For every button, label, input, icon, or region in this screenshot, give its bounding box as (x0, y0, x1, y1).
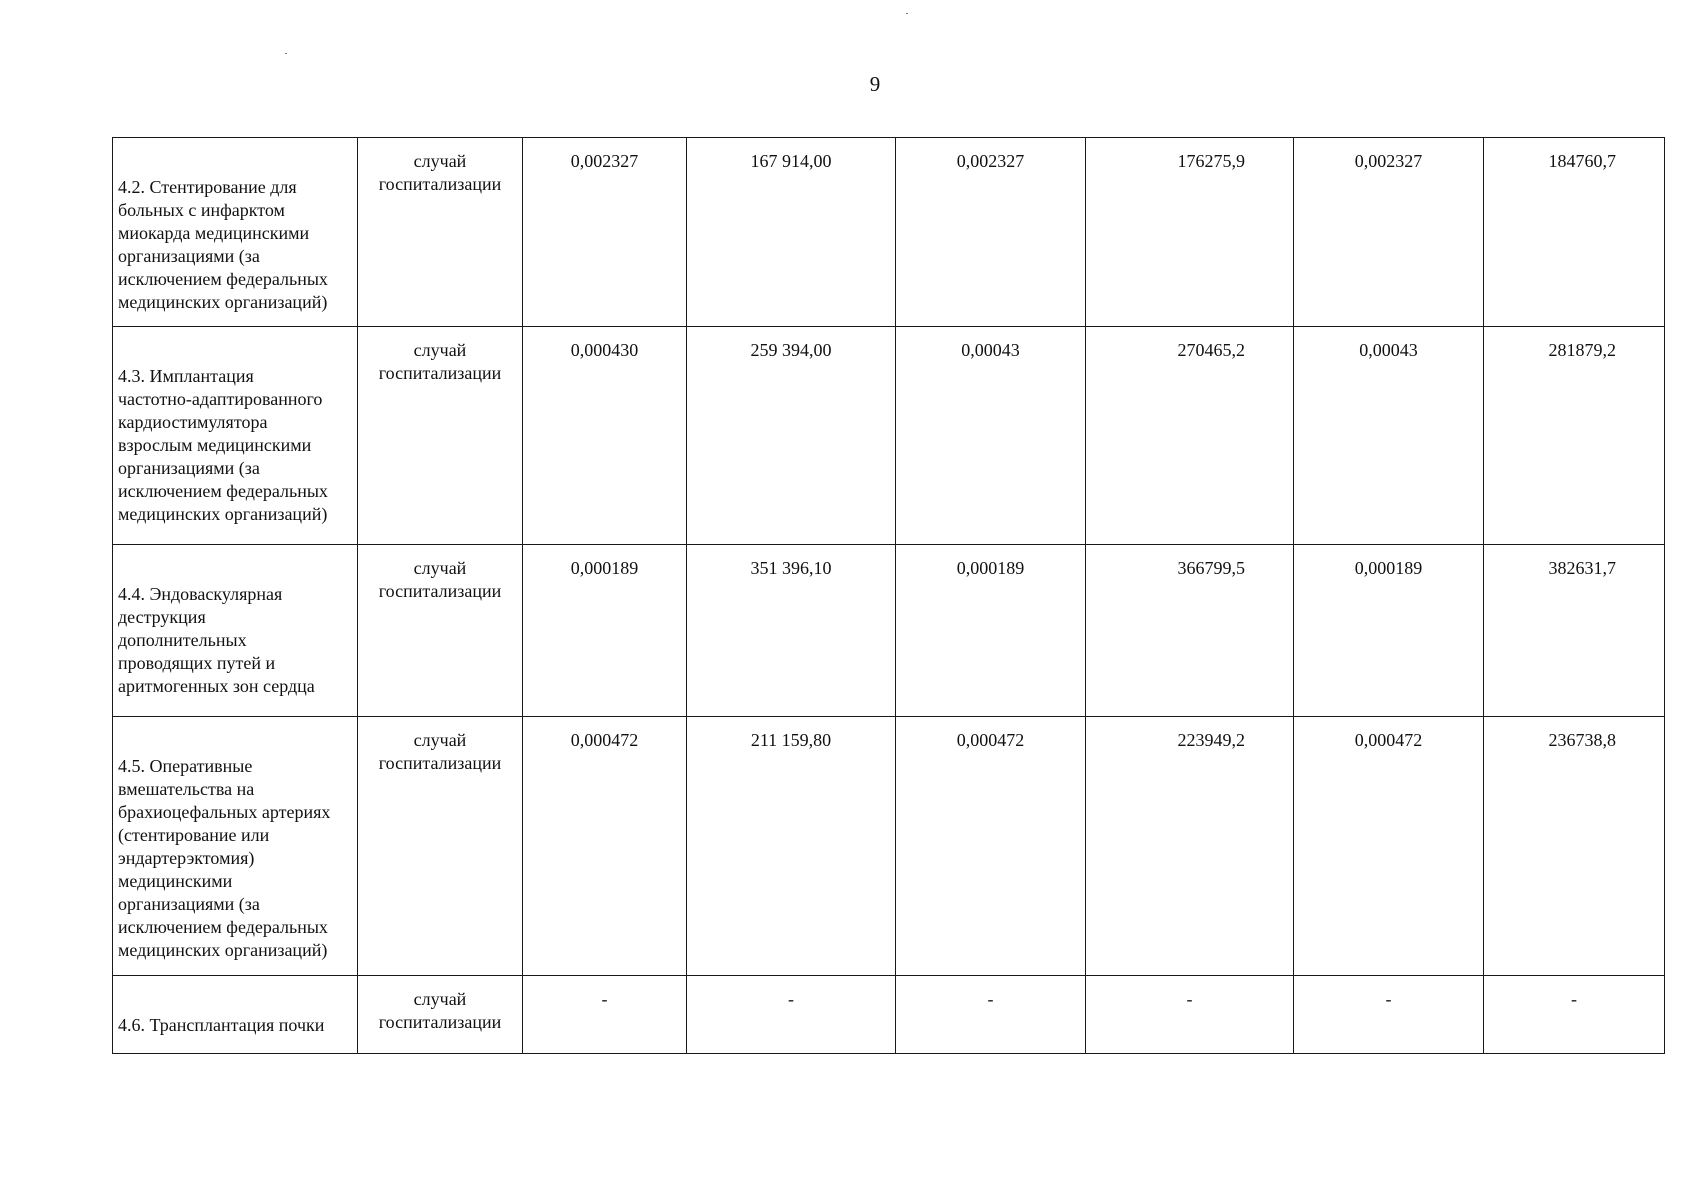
row-name-cell (113, 327, 358, 545)
value-cell: - (1484, 976, 1665, 1054)
row-name: 4.6. Трансплантация почки (118, 1015, 325, 1035)
value-cell: 0,002327 (523, 138, 687, 327)
value-cell: 382631,7 (1484, 545, 1665, 717)
unit-cell (358, 717, 523, 976)
row-name: 4.5. Оперативные вмешательства на брахиоцефальных артериях (стентирование или эндартерэктомия) медицинскими организациями (за исключением федеральных медицинских организаций) (118, 756, 331, 960)
row-name: 4.3. Имплантация частотно-адаптированного кардиостимулятора взрослым медицинскими организациями (за исключением федеральных медицинских организаций) (118, 366, 328, 524)
value-cell: - (523, 976, 687, 1054)
row-name-cell (113, 717, 358, 976)
value-cell: 0,000189 (896, 545, 1086, 717)
value-cell: 0,000472 (523, 717, 687, 976)
value-cell: 184760,7 (1484, 138, 1665, 327)
table-row (113, 327, 1665, 545)
page-number: 9 (869, 72, 881, 96)
unit-label: случай госпитализации (378, 151, 502, 194)
value-cell: 366799,5 (1086, 545, 1294, 717)
value-cell: 0,000472 (896, 717, 1086, 976)
value-cell: 176275,9 (1086, 138, 1294, 327)
table-row (113, 976, 1665, 1054)
unit-cell (358, 327, 523, 545)
unit-cell (358, 976, 523, 1054)
value-cell: 270465,2 (1086, 327, 1294, 545)
value-cell: 259 394,00 (687, 327, 896, 545)
row-name: 4.2. Стентирование для больных с инфарктом миокарда медицинскими организациями (за исключением федеральных медицинских организаций) (118, 177, 328, 312)
scan-speck (285, 53, 287, 54)
value-cell: 0,000189 (1294, 545, 1484, 717)
unit-cell (358, 138, 523, 327)
value-cell: 0,000472 (1294, 717, 1484, 976)
tariff-table (112, 137, 1665, 1054)
unit-label: случай госпитализации (378, 730, 502, 773)
row-name-cell (113, 545, 358, 717)
value-cell: 0,002327 (896, 138, 1086, 327)
table-row (113, 717, 1665, 976)
value-cell: 0,00043 (896, 327, 1086, 545)
table-row (113, 138, 1665, 327)
value-cell: 223949,2 (1086, 717, 1294, 976)
row-name: 4.4. Эндоваскулярная деструкция дополнительных проводящих путей и аритмогенных зон сердца (118, 584, 315, 696)
value-cell: - (1086, 976, 1294, 1054)
value-cell: 0,00043 (1294, 327, 1484, 545)
unit-label: случай госпитализации (378, 340, 502, 383)
value-cell: - (896, 976, 1086, 1054)
value-cell: 0,000430 (523, 327, 687, 545)
scan-speck (906, 13, 908, 14)
value-cell: 236738,8 (1484, 717, 1665, 976)
unit-label: случай госпитализации (378, 989, 502, 1032)
value-cell: 0,002327 (1294, 138, 1484, 327)
unit-cell (358, 545, 523, 717)
row-name-cell (113, 138, 358, 327)
unit-label: случай госпитализации (378, 558, 502, 601)
value-cell: 0,000189 (523, 545, 687, 717)
value-cell: 211 159,80 (687, 717, 896, 976)
value-cell: 351 396,10 (687, 545, 896, 717)
value-cell: 167 914,00 (687, 138, 896, 327)
value-cell: - (1294, 976, 1484, 1054)
row-name-cell (113, 976, 358, 1054)
value-cell: 281879,2 (1484, 327, 1665, 545)
value-cell: - (687, 976, 896, 1054)
table-row (113, 545, 1665, 717)
